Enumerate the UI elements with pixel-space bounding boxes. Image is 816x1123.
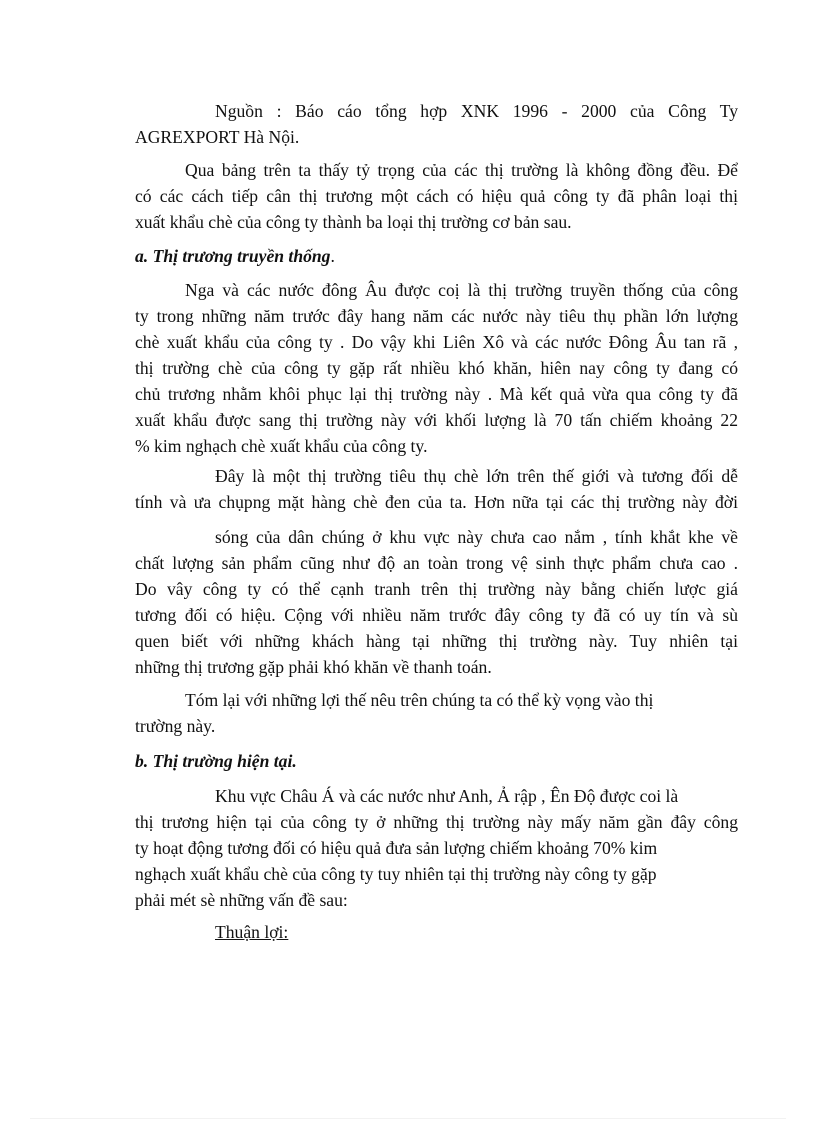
intro-line-1: Qua bảng trên ta thấy tỷ trọng của các thị trường là không đồng đều. Để: [185, 160, 738, 180]
a-p2-line-2: tính và ưa chụpng mặt hàng chè đen của ta. Hơn nữa tại các thị trường này đời: [135, 492, 738, 512]
source-line-1: Nguồn : Báo cáo tổng hợp XNK 1996 - 2000 của Công Ty: [215, 101, 738, 121]
intro-line-3: xuất khẩu chè của công ty thành ba loại thị trường cơ bản sau.: [135, 212, 572, 232]
a-p1-line-4: thị trường chè của công ty gặp rất nhiều khó khăn, hiên nay công ty đang có: [135, 358, 738, 378]
a-p1-line-6: xuất khẩu được sang thị trường này với khối lượng là 70 tấn chiếm khoảng 22: [135, 410, 738, 430]
a-p4-line-2: trường này.: [135, 716, 216, 736]
b-p1-line-4: nghạch xuất khẩu chè của công ty tuy nhiên tại thị trường này công ty gặp: [135, 864, 657, 884]
a-p3-line-5: quen biết với những khách hàng tại những thị trường này. Tuy nhiên tại: [135, 631, 738, 651]
a-p1-line-1: Nga và các nước đông Âu được coị là thị trường truyền thống của công: [185, 280, 738, 300]
a-p4-line-1: Tóm lại với những lợi thế nêu trên chúng ta có thể kỳ vọng vào thị: [185, 690, 654, 710]
b-p1-line-5: phải mét sè những vấn đề sau:: [135, 890, 348, 910]
a-p3-line-1: sóng của dân chúng ở khu vực này chưa cao nắm , tính khắt khe về: [215, 527, 738, 547]
intro-line-2: có các cách tiếp cân thị trương một cách có hiệu quả công ty đã phân loại thị: [135, 186, 738, 206]
b-p1-line-1: Khu vực Châu Á và các nước như Anh, Ả rập , Ên Độ được coi là: [215, 786, 679, 806]
source-line-2: AGREXPORT Hà Nội.: [135, 127, 300, 147]
b-subheading: Thuận lợi:: [215, 922, 289, 942]
b-p1-line-3: ty hoạt động tương đối có hiệu quả đưa sản lượng chiếm khoảng 70% kim: [135, 838, 658, 858]
a-p2-line-1: Đây là một thị trường tiêu thụ chè lớn trên thế giới và tương đối dễ: [215, 466, 738, 486]
b-p1-line-2: thị trương hiện tại của công ty ở những thị trường này mấy năm gần đây công: [135, 812, 738, 832]
a-p3-line-3: Do vây công ty có thể cạnh tranh trên thị trường này bằng chiến lược giá: [135, 579, 738, 599]
page-bottom-edge: [30, 1118, 786, 1119]
a-p3-line-2: chất lượng sản phẩm cũng như độ an toàn trong vệ sinh thực phẩm chưa cao .: [135, 553, 738, 573]
a-p1-line-2: ty trong những năm trước đây hang năm các nước này tiêu thụ phần lớn lượng: [135, 306, 738, 326]
a-p1-line-5: chủ trương nhằm khôi phục lại thị trường này . Mà kết quả vừa qua công ty đã: [135, 384, 738, 404]
a-p1-line-3: chè xuất khẩu của công ty . Do vậy khi Liên Xô và các nước Đông Âu tan rã ,: [135, 332, 738, 352]
a-p3-line-6: những thị trương gặp phải khó khăn về thanh toán.: [135, 657, 492, 677]
section-a-heading: [135, 244, 738, 268]
b-subheading-line: [215, 920, 738, 944]
section-b-heading: b. Thị trường hiện tại.: [135, 751, 297, 771]
a-p1-line-7: % kim nghạch chè xuất khẩu của công ty.: [135, 436, 428, 456]
section-a-heading-text: a. Thị trương truyền thống: [135, 246, 331, 266]
a-p3-line-4: tương đối có hiệu. Cộng với nhiều năm trước đây công ty đã có uy tín và sù: [135, 605, 738, 625]
section-a-heading-dot: .: [330, 246, 335, 266]
